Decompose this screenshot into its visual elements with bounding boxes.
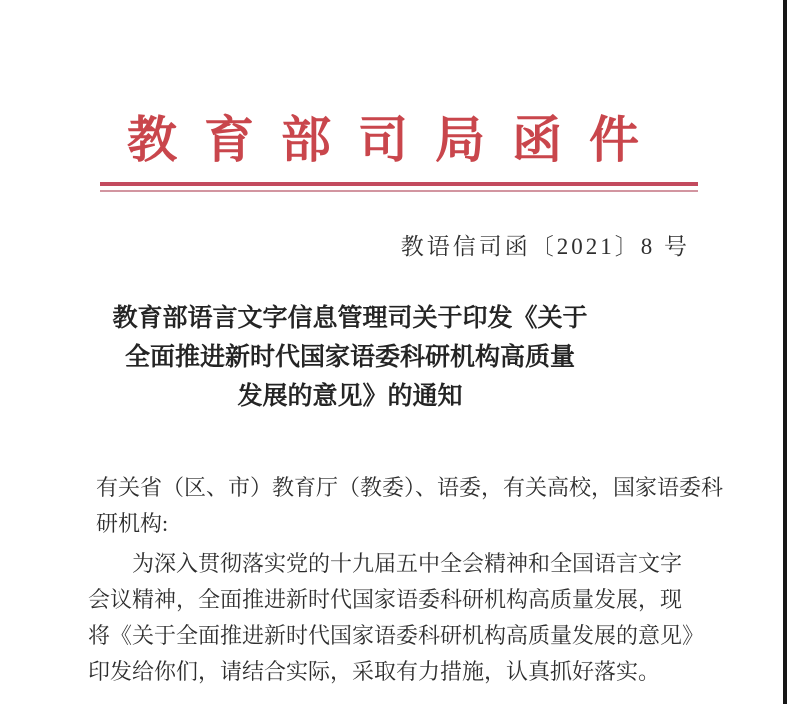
notice-title-line-1: 教育部语言文字信息管理司关于印发《关于 [112, 305, 588, 332]
notice-title-line-2: 全面推进新时代国家语委科研机构高质量 [124, 344, 575, 371]
notice-title [10, 299, 690, 416]
body-line-2: 会议精神，全面推进新时代国家语委科研机构高质量发展，现 [88, 587, 683, 612]
body-line-4: 印发给你们，请结合实际，采取有力措施，认真抓好落实。 [88, 659, 661, 684]
body-line-1: 为深入贯彻落实党的十九届五中全会精神和全国语言文字 [132, 551, 683, 576]
red-divider-rule-thick [100, 182, 698, 186]
notice-title-line-3: 发展的意见》的通知 [237, 383, 463, 410]
document-number: 教语信司函〔2021〕8 号 [400, 234, 690, 259]
body-line-3: 将《关于全面推进新时代国家语委科研机构高质量发展的意见》 [88, 623, 705, 648]
letterhead-title: 教育部司局函件 [127, 112, 666, 168]
body-paragraph [88, 546, 736, 690]
red-divider-rule [100, 182, 698, 192]
salutation-line-1: 有关省（区、市）教育厅（教委）、语委，有关高校，国家语委科 [96, 475, 724, 500]
salutation-line-2: 研机构: [96, 511, 169, 536]
scanner-edge-artifact [783, 0, 787, 704]
red-divider-rule-thin [100, 190, 698, 192]
salutation-paragraph [96, 470, 728, 542]
